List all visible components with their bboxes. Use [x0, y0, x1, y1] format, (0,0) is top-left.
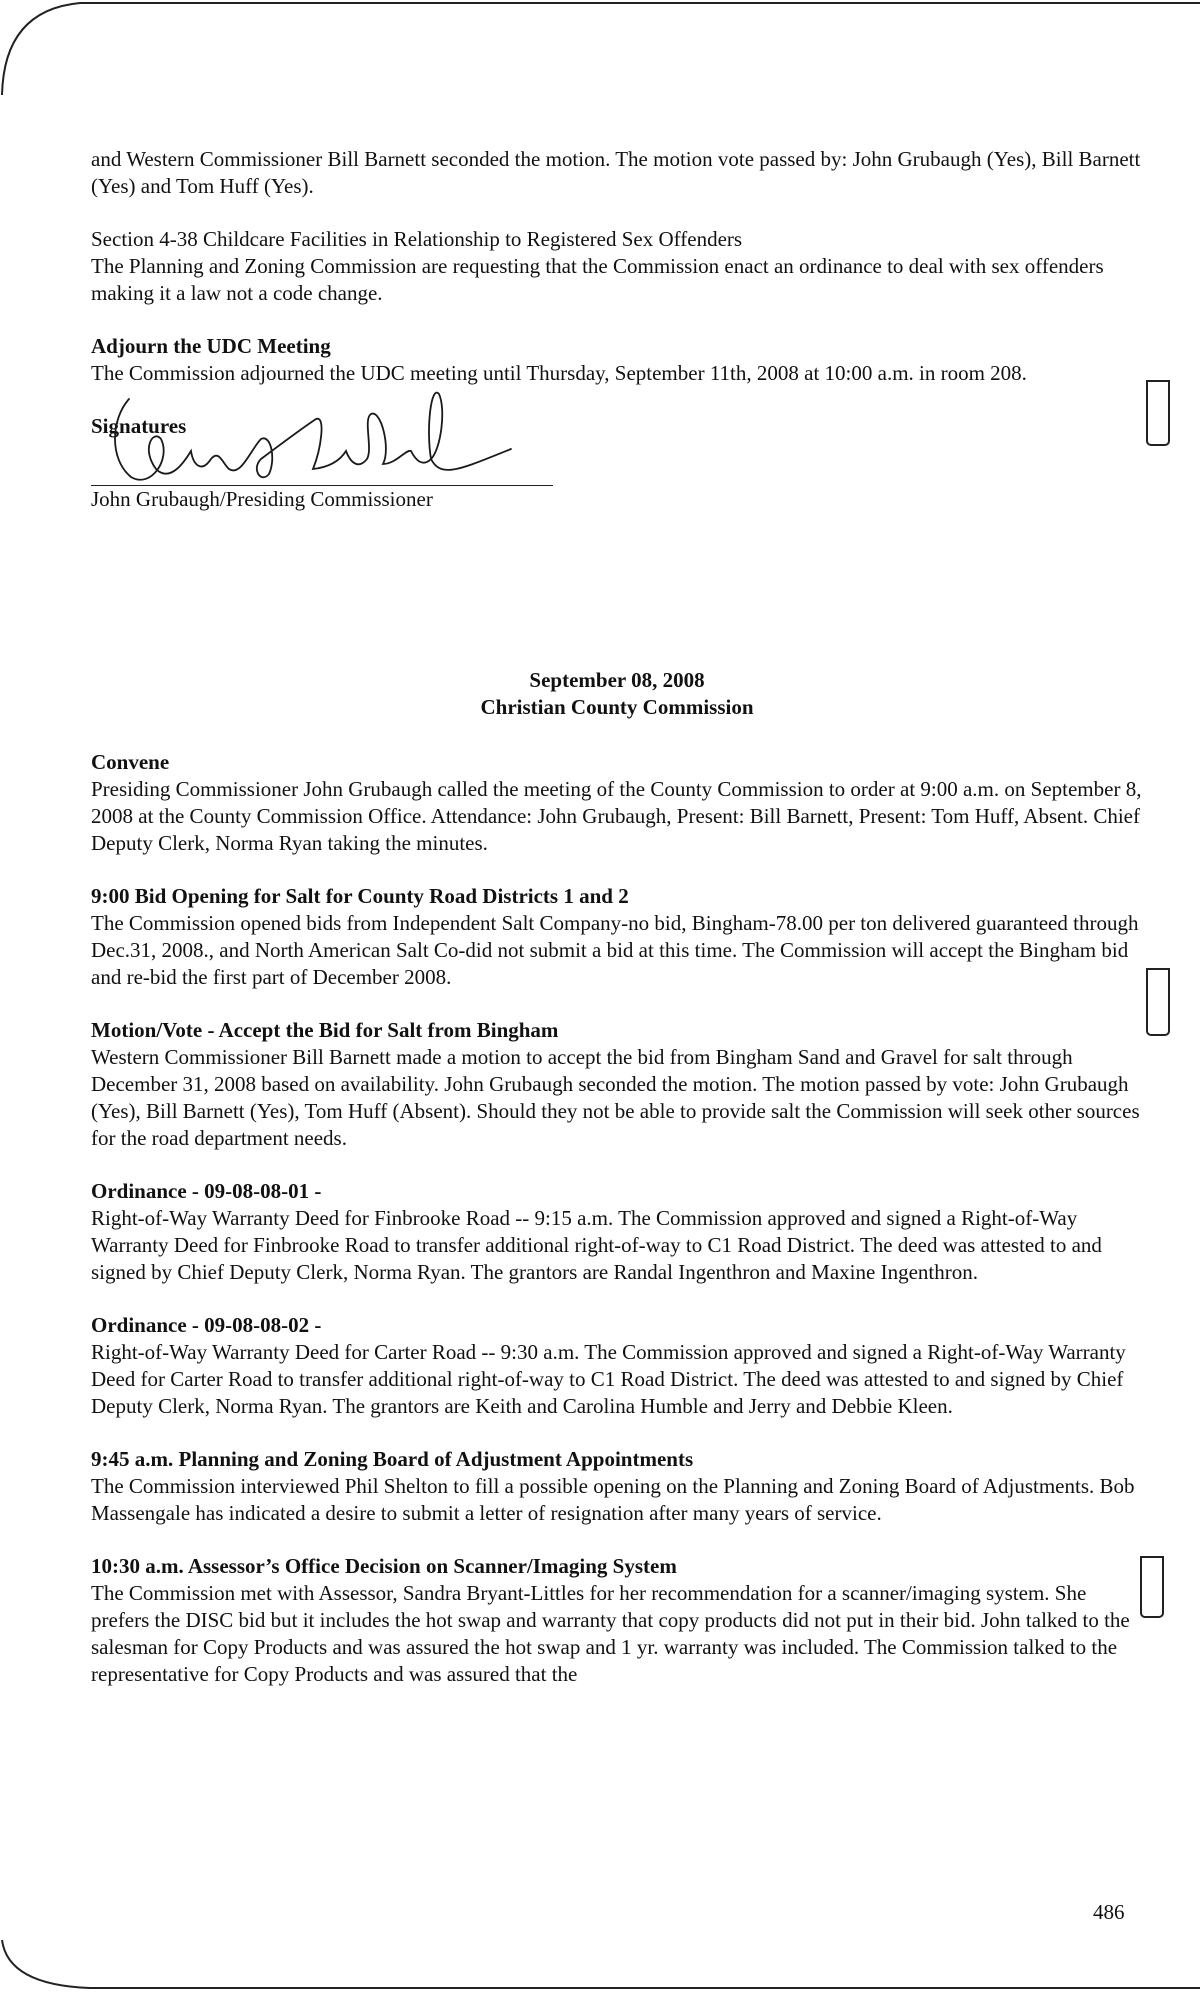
adjourn-body: The Commission adjourned the UDC meeting until Thursday, September 11th, 2008 at 10:00 a.m. in room 208.: [91, 361, 1027, 385]
convene-heading: Convene: [91, 750, 170, 774]
assessor-section: [91, 1553, 1143, 1688]
salt-bid-heading: 9:00 Bid Opening for Salt for County Road Districts 1 and 2: [91, 884, 629, 908]
ordinance-01-body: Right-of-Way Warranty Deed for Finbrooke Road -- 9:15 a.m. The Commission approved and signed a Right-of-Way Warranty Deed for Finbrooke Road to transfer additional right-of-way to C1 Road District. The deed was attested to and signed by Chief Deputy Clerk, Norma Ryan. The grantors are Randal Ingenthron and Maxine Ingenthron.: [91, 1206, 1102, 1284]
meeting-date: September 08, 2008: [529, 668, 705, 692]
planning-board-section: [91, 1446, 1143, 1527]
meeting-body-name: Christian County Commission: [480, 695, 754, 719]
motion-salt-section: [91, 1017, 1143, 1152]
section-4-38-heading: Section 4-38 Childcare Facilities in Relationship to Registered Sex Offenders: [91, 227, 743, 251]
planning-board-heading: 9:45 a.m. Planning and Zoning Board of Adjustment Appointments: [91, 1447, 694, 1471]
signature-block: [91, 413, 1143, 517]
section-4-38: [91, 226, 1143, 307]
margin-tab-2: [1146, 968, 1170, 1036]
margin-tab-1: [1146, 380, 1170, 446]
ordinance-01-heading: Ordinance - 09-08-08-01 -: [91, 1179, 322, 1203]
page-number: 486: [1093, 1900, 1125, 1924]
adjourn-heading: Adjourn the UDC Meeting: [91, 334, 331, 358]
ordinance-02-body: Right-of-Way Warranty Deed for Carter Road -- 9:30 a.m. The Commission approved and signed a Right-of-Way Warranty Deed for Carter Road to transfer additional right-of-way to C1 Road District. The deed was attested to and signed by Chief Deputy Clerk, Norma Ryan. The grantors are Keith and Carolina Humble and Jerry and Debbie Kleen.: [91, 1340, 1126, 1418]
carryover-paragraph: [91, 146, 1143, 200]
carryover-text: and Western Commissioner Bill Barnett seconded the motion. The motion vote passed by: John Grubaugh (Yes), Bill Barnett (Yes) and Tom Huff (Yes).: [91, 147, 1141, 198]
motion-salt-heading: Motion/Vote - Accept the Bid for Salt from Bingham: [91, 1018, 559, 1042]
convene-body: Presiding Commissioner John Grubaugh called the meeting of the County Commission to order at 9:00 a.m. on September 8, 2008 at the County Commission Office. Attendance: John Grubaugh, Present: Bill Barnett, Present: Tom Huff, Absent. Chief Deputy Clerk, Norma Ryan taking the minutes.: [91, 777, 1142, 855]
adjourn-section: [91, 333, 1143, 387]
planning-board-body: The Commission interviewed Phil Shelton to fill a possible opening on the Planning and Zoning Board of Adjustments. Bob Massengale has indicated a desire to submit a letter of resignation after many years of service.: [91, 1474, 1135, 1525]
ordinance-01-section: [91, 1178, 1143, 1286]
ordinance-02-section: [91, 1312, 1143, 1420]
margin-tab-3: [1140, 1556, 1164, 1618]
convene-section: [91, 749, 1143, 857]
motion-salt-body: Western Commissioner Bill Barnett made a motion to accept the bid from Bingham Sand and Gravel for salt through December 31, 2008 based on availability. John Grubaugh seconded the motion. The motion passed by vote: John Grubaugh (Yes), Bill Barnett (Yes), Tom Huff (Absent). Should they not be able to provide salt the Commission will seek other sources for the road department needs.: [91, 1045, 1140, 1150]
document-body: [91, 146, 1143, 1714]
signer-name: John Grubaugh/Presiding Commissioner: [91, 487, 433, 511]
ordinance-02-heading: Ordinance - 09-08-08-02 -: [91, 1313, 322, 1337]
assessor-heading: 10:30 a.m. Assessor’s Office Decision on Scanner/Imaging System: [91, 1554, 677, 1578]
meeting-title-block: [91, 667, 1143, 721]
salt-bid-section: [91, 883, 1143, 991]
salt-bid-body: The Commission opened bids from Independent Salt Company-no bid, Bingham-78.00 per ton delivered guaranteed through Dec.31, 2008., and North American Salt Co-did not submit a bid at this time. The Commission will accept the Bingham bid and re-bid the first part of December 2008.: [91, 911, 1139, 989]
assessor-body: The Commission met with Assessor, Sandra Bryant-Littles for her recommendation for a scanner/imaging system. She prefers the DISC bid but it includes the hot swap and warranty that copy products did not put in their bid. John talked to the salesman for Copy Products and was assured the hot swap and 1 yr. warranty was included. The Commission talked to the representative for Copy Products and was assured that the: [91, 1581, 1130, 1686]
signatures-heading: Signatures: [91, 414, 187, 438]
section-4-38-body: The Planning and Zoning Commission are requesting that the Commission enact an ordinance to deal with sex offenders making it a law not a code change.: [91, 254, 1104, 305]
